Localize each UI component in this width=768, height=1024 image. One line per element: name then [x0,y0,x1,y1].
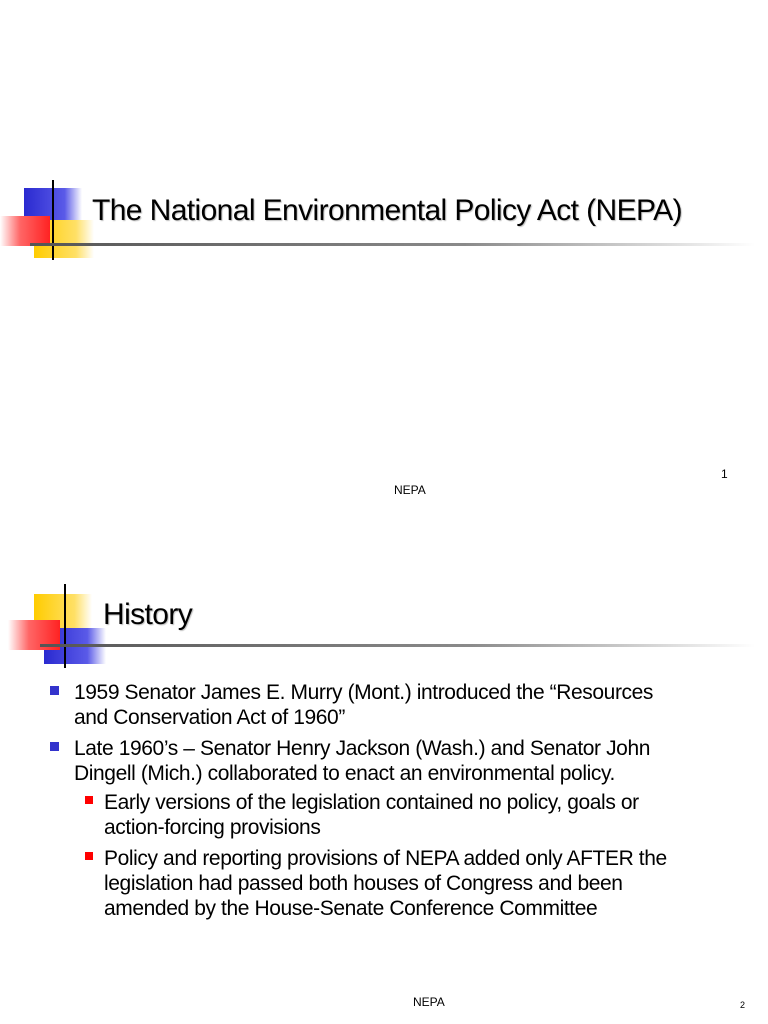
bullet-text: Late 1960’s – Senator Henry Jackson (Wash.) and Senator John Dingell (Mich.) collaborated to enact an environmental policy. [74,737,651,785]
bullet-item [48,736,668,921]
slide-2-title-rule [40,644,755,647]
slide-1-corner-decoration [0,180,95,260]
slide-2-footer: NEPA [413,995,445,1009]
sub-bullet-list [74,790,668,921]
slide-1-title-rule [30,243,755,246]
slide-2 [0,512,768,1024]
blue-square-bullet [50,686,59,695]
bullet-text: 1959 Senator James E. Murry (Mont.) introduced the “Resources and Conservation Act of 1960” [74,681,654,729]
sub-bullet-text: Early versions of the legislation contained no policy, goals or action-forcing provisions [104,791,639,839]
bullet-item [48,680,668,730]
sub-bullet-item [74,790,668,840]
slide-2-page-number: 2 [740,1000,746,1010]
blue-square-bullet [50,742,59,751]
red-square-bullet [85,852,93,860]
sub-bullet-text: Policy and reporting provisions of NEPA added only AFTER the legislation had passed both houses of Congress and been amended by the House-Senate Conference Committee [104,847,667,920]
slide-1-page-number: 1 [721,467,728,481]
slide-1-footer: NEPA [394,483,426,497]
slide-1-title: The National Environmental Policy Act (NEPA) [92,194,682,227]
slide-2-bullet-list [48,680,668,927]
red-square-bullet [85,796,93,804]
sub-bullet-item [74,846,668,921]
slide-2-corner-decoration [0,584,110,668]
cross-vertical-line [52,180,54,260]
cross-vertical-line [64,584,66,668]
slide-2-title: History [103,598,193,631]
red-square [0,216,50,246]
